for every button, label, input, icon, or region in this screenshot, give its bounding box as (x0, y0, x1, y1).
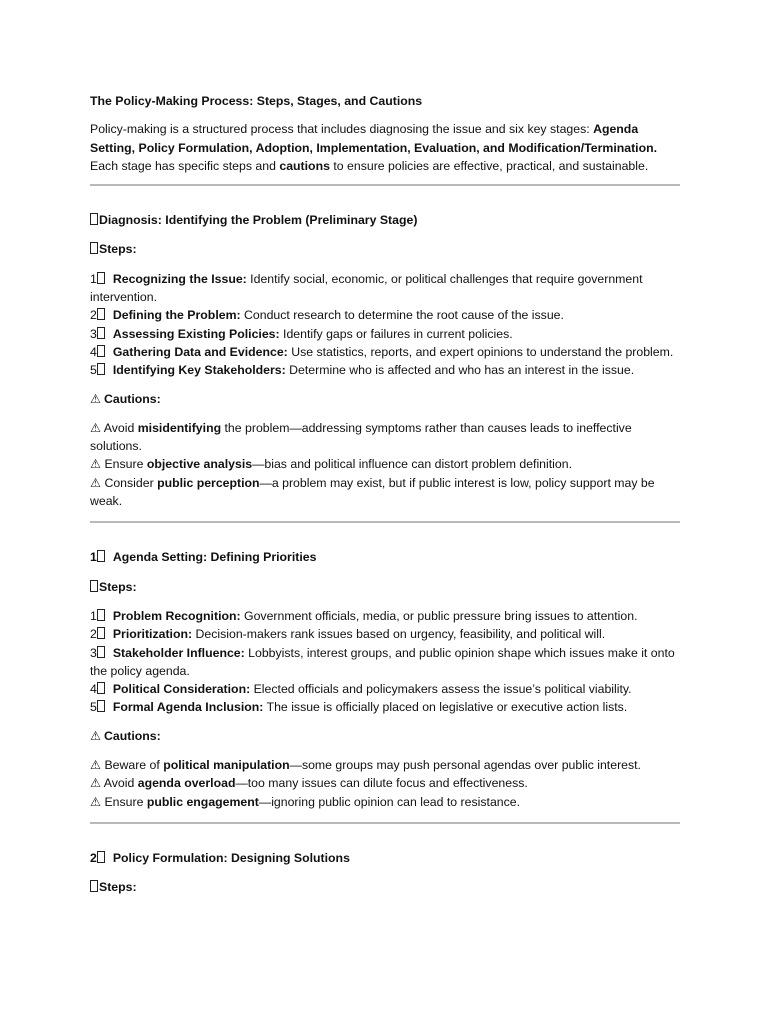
agenda-heading (90, 548, 680, 566)
caution-text: Avoid (101, 776, 138, 791)
cautions-label: Cautions: (104, 728, 161, 743)
keycap-icon (97, 345, 105, 357)
missing-glyph-icon (90, 580, 98, 592)
steps-label: Steps: (99, 579, 137, 594)
step-label: Defining the Problem: (112, 308, 241, 323)
section-number: 2 (90, 850, 97, 865)
caution-text: —ignoring public opinion can lead to resistance. (258, 794, 521, 809)
step-text: Identify gaps or failures in current policies. (279, 326, 513, 341)
step-text: Use statistics, reports, and expert opinions to understand the problem. (287, 344, 674, 359)
step-item (90, 325, 680, 343)
caution-item (90, 756, 680, 774)
cautions-label: Cautions: (104, 391, 161, 406)
step-text: Identify social, economic, or political challenges that require government intervention. (90, 271, 643, 305)
caution-keyword: agenda overload (137, 776, 236, 791)
step-label: Gathering Data and Evidence: (112, 344, 288, 359)
keycap-icon (97, 627, 105, 639)
keycap-icon (97, 646, 105, 658)
agenda-cautions-list (90, 756, 680, 811)
warning-icon: ⚠ (90, 758, 102, 773)
step-number: 5 (90, 363, 97, 378)
formulation-heading (90, 849, 680, 867)
steps-label: Steps: (99, 880, 137, 895)
step-item (90, 644, 680, 681)
formulation-heading-text: Policy Formulation: Designing Solutions (112, 850, 350, 865)
step-text: Government officials, media, or public pressure bring issues to attention. (240, 608, 638, 623)
caution-item (90, 455, 680, 473)
caution-text: —too many issues can dilute focus and effectiveness. (235, 776, 528, 791)
step-number: 4 (90, 682, 97, 697)
caution-text: the problem—addressing symptoms rather than causes leads to ineffective solutions. (90, 420, 632, 454)
caution-text: Ensure (101, 457, 147, 472)
keycap-icon (97, 363, 105, 375)
step-number: 5 (90, 700, 97, 715)
caution-text: —a problem may exist, but if public interest is low, policy support may be weak. (90, 475, 655, 509)
step-item (90, 343, 680, 361)
keycap-icon (97, 609, 105, 621)
diagnosis-cautions-list (90, 419, 680, 510)
warning-icon: ⚠ (90, 420, 102, 435)
diagnosis-heading-text: Diagnosis: Identifying the Problem (Preliminary Stage) (99, 213, 418, 228)
diagnosis-heading (90, 211, 680, 229)
agenda-steps-heading (90, 578, 680, 596)
step-number: 1 (90, 271, 97, 286)
missing-glyph-icon (90, 880, 98, 892)
agenda-heading-text: Agenda Setting: Defining Priorities (112, 550, 317, 565)
intro-paragraph (90, 120, 680, 175)
formulation-steps-heading (90, 878, 680, 896)
keycap-icon (97, 272, 105, 284)
warning-icon: ⚠ (90, 776, 102, 791)
caution-text: —bias and political influence can distort problem definition. (252, 457, 572, 472)
step-item (90, 306, 680, 324)
intro-text: Policy-making is a structured process that includes diagnosing the issue and six key stages: (90, 122, 594, 137)
step-label: Identifying Key Stakeholders: (112, 363, 286, 378)
diagnosis-steps-list (90, 270, 680, 380)
step-text: Elected officials and policymakers assess the issue’s political viability. (250, 682, 632, 697)
step-item (90, 607, 680, 625)
step-text: Determine who is affected and who has an interest in the issue. (285, 363, 635, 378)
step-label: Assessing Existing Policies: (112, 326, 280, 341)
step-text: Decision-makers rank issues based on urgency, feasibility, and political will. (192, 627, 606, 642)
agenda-cautions-heading (90, 727, 680, 745)
keycap-icon (97, 851, 105, 863)
step-number: 3 (90, 645, 97, 660)
step-number: 1 (90, 608, 97, 623)
caution-keyword: political manipulation (163, 758, 290, 773)
divider (90, 822, 680, 824)
intro-cautions-word: cautions (279, 158, 330, 173)
intro-text: Each stage has specific steps and (90, 158, 280, 173)
warning-icon: ⚠ (90, 475, 102, 490)
step-text: The issue is officially placed on legislative or executive action lists. (263, 700, 628, 715)
step-text: Lobbyists, interest groups, and public opinion shape which issues make it onto the policy agenda. (90, 645, 675, 678)
step-number: 4 (90, 344, 97, 359)
step-item (90, 698, 680, 716)
intro-stages: Agenda Setting, Policy Formulation, Adoption, Implementation, Evaluation, and Modification/Termination. (90, 122, 658, 155)
caution-text: Ensure (101, 794, 147, 809)
step-item (90, 680, 680, 698)
intro-text: to ensure policies are effective, practical, and sustainable. (329, 158, 649, 173)
caution-keyword: public perception (157, 475, 260, 490)
caution-item (90, 793, 680, 811)
caution-keyword: public engagement (146, 794, 259, 809)
step-number: 2 (90, 627, 97, 642)
diagnosis-cautions-heading (90, 390, 680, 408)
step-text: Conduct research to determine the root cause of the issue. (240, 308, 564, 323)
warning-icon: ⚠ (90, 457, 102, 472)
section-number: 1 (90, 550, 97, 565)
caution-text: Avoid (101, 420, 138, 435)
step-label: Problem Recognition: (112, 608, 241, 623)
document-page (90, 92, 680, 908)
step-number: 3 (90, 326, 97, 341)
caution-item (90, 474, 680, 511)
divider (90, 521, 680, 523)
step-label: Recognizing the Issue: (112, 271, 247, 286)
keycap-icon (97, 700, 105, 712)
caution-text: Consider (101, 475, 158, 490)
diagnosis-steps-heading (90, 240, 680, 258)
step-label: Formal Agenda Inclusion: (112, 700, 264, 715)
step-label: Political Consideration: (112, 682, 251, 697)
caution-text: —some groups may push personal agendas over public interest. (289, 758, 641, 773)
keycap-icon (97, 308, 105, 320)
caution-keyword: objective analysis (146, 457, 253, 472)
missing-glyph-icon (90, 242, 98, 254)
divider (90, 184, 680, 186)
step-item (90, 361, 680, 379)
caution-item (90, 419, 680, 456)
warning-icon: ⚠ (90, 391, 102, 406)
caution-item (90, 774, 680, 792)
agenda-steps-list (90, 607, 680, 717)
step-label: Prioritization: (112, 627, 193, 642)
step-item (90, 270, 680, 307)
keycap-icon (97, 327, 105, 339)
caution-text: Beware of (101, 758, 164, 773)
warning-icon: ⚠ (90, 794, 102, 809)
step-item (90, 625, 680, 643)
page-title: The Policy-Making Process: Steps, Stages, and Cautions (90, 94, 423, 108)
step-label: Stakeholder Influence: (112, 645, 245, 660)
steps-label: Steps: (99, 242, 137, 257)
keycap-icon (97, 550, 105, 562)
missing-glyph-icon (90, 213, 98, 225)
caution-keyword: misidentifying (137, 420, 222, 435)
keycap-icon (97, 682, 105, 694)
warning-icon: ⚠ (90, 728, 102, 743)
step-number: 2 (90, 308, 97, 323)
